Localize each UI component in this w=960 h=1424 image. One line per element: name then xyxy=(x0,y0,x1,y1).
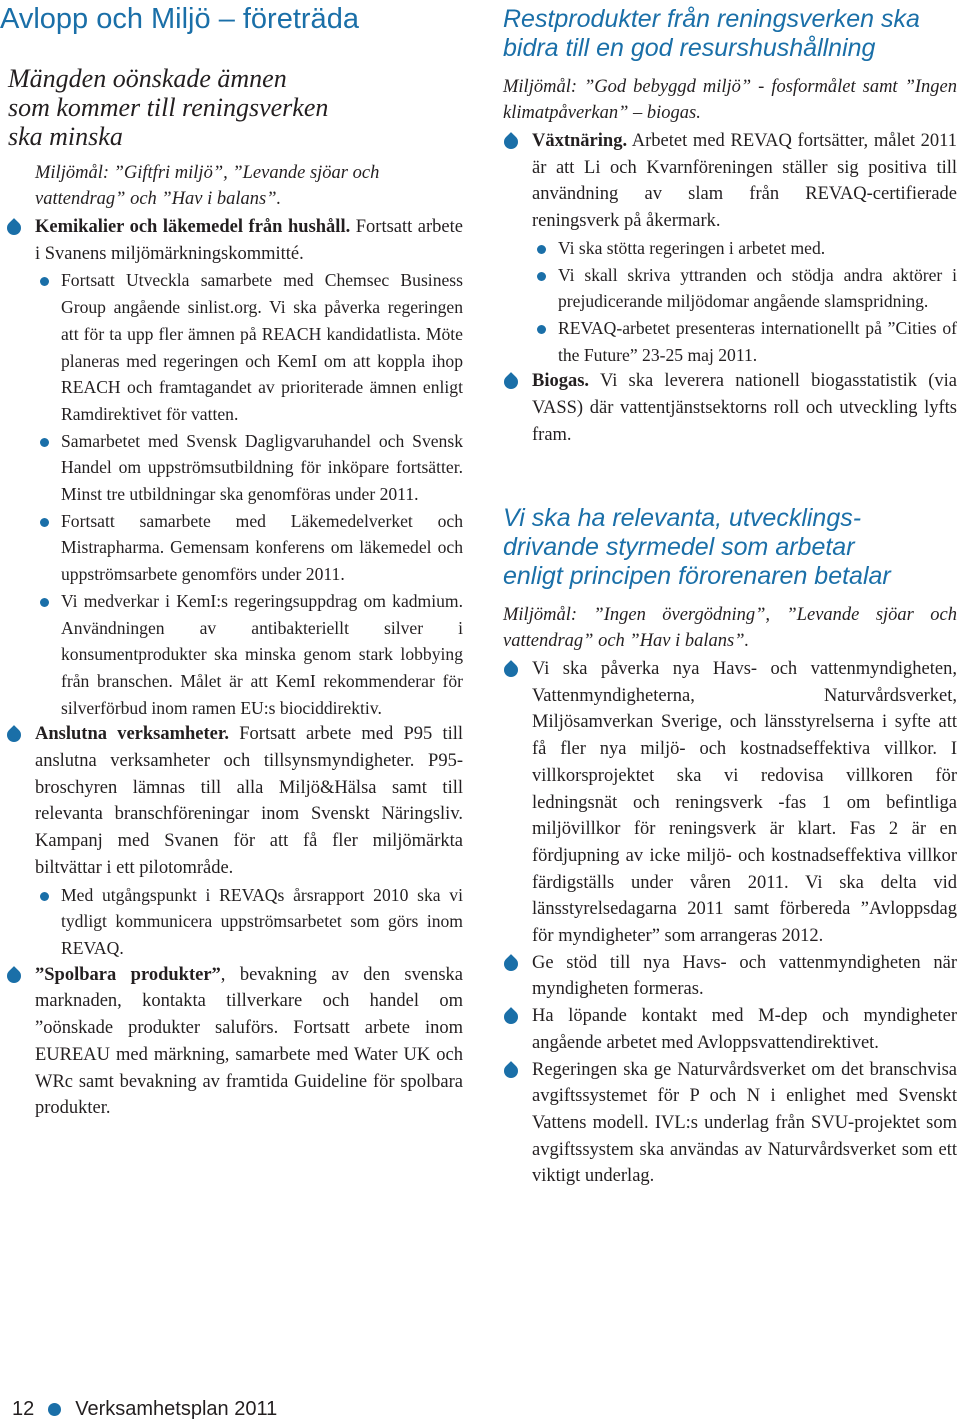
item-lead: Växtnäring. xyxy=(532,131,628,151)
dot-bullet-icon xyxy=(537,272,546,281)
water-drop-bullet-icon xyxy=(4,725,24,745)
list-item xyxy=(503,1057,957,1191)
dot-bullet-icon xyxy=(537,245,546,254)
sub-item-text: Vi ska stötta regeringen i arbetet med. xyxy=(558,237,826,258)
sub-list-item xyxy=(35,267,463,427)
item-text: Arbetet med REVAQ fortsätter, målet 2011 är att Li och Kvarnföreningen ställer sig positiva till användning av slam från REVAQ-certifierade reningsverk på åkermark. xyxy=(532,131,957,232)
page-number: 12 xyxy=(12,1397,35,1420)
dot-bullet-icon xyxy=(40,892,49,901)
item-lead: ”Spolbara produkter” xyxy=(35,964,221,985)
sub-list-item xyxy=(35,882,463,962)
section-heading-unwanted-substances xyxy=(8,64,468,151)
water-drop-bullet-icon xyxy=(501,1007,521,1027)
sub-list-item xyxy=(532,235,957,262)
heading-line: Restprodukter från reningsverken ska xyxy=(503,5,920,33)
page-footer xyxy=(12,1394,277,1424)
water-drop-bullet-icon xyxy=(501,954,521,974)
sub-item-text: REVAQ-arbetet presenteras internationellt på ”Cities of the Future” 23-25 maj 2011. xyxy=(558,317,957,365)
item-text: Fortsatt arbete i Svanens miljömärkningskommitté. xyxy=(35,217,463,264)
sub-item-text: Samarbetet med Svensk Dagligvaruhandel och Svensk Handel om uppströmsutbildning för inköpare fortsätter. Minst tre utbildningar ska genomföras under 2011. xyxy=(61,430,463,505)
heading-line: Mängden oönskade ämnen xyxy=(8,64,287,93)
heading-line: bidra till en god resurshushållning xyxy=(503,34,876,62)
item-text: Ha löpande kontakt med M-dep och myndigheter angående arbetet med Avloppsvattendirektivet. xyxy=(532,1006,957,1053)
dot-bullet-icon xyxy=(537,325,546,334)
item-text: Vi ska påverka nya Havs- och vattenmyndigheten, Vattenmyndigheterna, Naturvårdsverket, Miljösamverkan Sverige, och länsstyrelserna i syfte att få fler nya miljö- och kostnadseffektiva villkor. I villkorsprojektet ska vi redovisa villkoren för ledningsnät och reningsverk -fas 1 om befintliga miljövillkor för reningsverk är klart. Fas 2 är en fördjupning av icke miljö- och kostnadseffektiva villkor färdigställs under våren 2011. Vi ska delta vid länsstyrelsedagarna 2011 samt förbereda ”Avloppsdag för myndigheter” som arrangeras 2012. xyxy=(532,659,957,947)
list-item xyxy=(503,1003,957,1056)
sub-list-item xyxy=(35,588,463,722)
water-drop-bullet-icon xyxy=(501,372,521,392)
sub-item-text: Fortsatt Utveckla samarbete med Chemsec Business Group angående sinlist.org. Vi ska påverka regeringen att för ta upp fler ämnen på REACH kandidatlista. Möte planeras med regeringen och KemI om att koppla ihop REACH och framtagandet av prioriterade ämnen enligt Ramdirektivet för vatten. xyxy=(61,270,463,424)
water-drop-bullet-icon xyxy=(501,1061,521,1081)
list-item xyxy=(6,721,463,961)
list-item xyxy=(503,368,957,448)
list-item xyxy=(6,962,463,1122)
water-drop-bullet-icon xyxy=(501,660,521,680)
sub-list-item xyxy=(35,508,463,588)
page-title: Avlopp och Miljö – företräda xyxy=(0,3,359,35)
sub-list-item xyxy=(35,428,463,508)
water-drop-bullet-icon xyxy=(4,218,24,238)
section-heading-residual-products xyxy=(503,5,960,63)
item-text: Fortsatt arbete med P95 till anslutna verksamheter och tillsynsmyndigheter. P95-broschyren lämnas till alla Miljö&Hälsa samt till relevanta branschföreningar inom Svenskt Näringsliv. Kampanj med Svanen för att få fler miljömärkta biltvättar i ett pilotområde. xyxy=(35,724,463,878)
sub-item-text: Med utgångspunkt i REVAQs årsrapport 2010 ska vi tydligt kommunicera uppströmsarbetet som görs inom REVAQ. xyxy=(61,884,463,958)
dot-separator-icon xyxy=(48,1403,61,1416)
environmental-goal: Miljömål: ”Ingen övergödning”, ”Levande sjöar och vattendrag” och ”Hav i balans”. xyxy=(503,605,957,651)
heading-line: Vi ska ha relevanta, utvecklings- xyxy=(503,504,862,532)
section-heading-policy-instruments xyxy=(503,504,960,591)
item-lead: Kemikalier och läkemedel från hushåll. xyxy=(35,217,351,237)
heading-line: ska minska xyxy=(8,122,123,151)
item-text: , bevakning av den svenska marknaden, kontakta tillverkare och handel om ”oönskade produkter saluförs. Fortsatt arbete inom EUREAU med märkning, samarbete med Water UK och WRc samt bevakning av framtida Guideline för spolbara produkter. xyxy=(35,964,463,1119)
sub-item-text: Fortsatt samarbete med Läkemedelverket och Mistrapharma. Gemensam konferens om läkemedel och uppströmsarbete genomförs under 2011. xyxy=(61,510,463,585)
environmental-goal: Miljömål: ”God bebyggd miljö” - fosformålet samt ”Ingen klimatpåverkan” – biogas. xyxy=(503,77,957,123)
list-item xyxy=(503,950,957,1003)
sub-item-text: Vi medverkar i KemI:s regeringsuppdrag om kadmium. Användningen av antibakteriellt silver i konsumentprodukter ska minska genom stark lobbying från branschen. Målet är att KemI rekommenderar för silverförbud inom ramen EU:s biociddirektiv. xyxy=(61,590,463,718)
water-drop-bullet-icon xyxy=(4,966,24,986)
water-drop-bullet-icon xyxy=(501,132,521,152)
dot-bullet-icon xyxy=(40,518,49,527)
item-text: Ge stöd till nya Havs- och vattenmyndigheten när myndigheten formeras. xyxy=(532,952,957,1000)
heading-line: enligt principen förorenaren betalar xyxy=(503,562,891,590)
sub-list-item xyxy=(532,315,957,368)
dot-bullet-icon xyxy=(40,598,49,607)
heading-line: som kommer till reningsverken xyxy=(8,93,329,122)
item-text: Vi ska leverera nationell biogasstatistik (via VASS) där vattentjänstsektorns roll och utveckling lyfts fram. xyxy=(532,371,957,445)
publication-label: Verksamhetsplan 2011 xyxy=(75,1397,278,1420)
dot-bullet-icon xyxy=(40,277,49,286)
sub-item-text: Vi skall skriva yttranden och stödja andra aktörer i prejudicerande miljödomar angående slamspridning. xyxy=(558,264,957,312)
item-lead: Anslutna verksamheter. xyxy=(35,724,230,745)
list-item xyxy=(503,656,957,950)
environmental-goal: Miljömål: ”Giftfri miljö”, ”Levande sjöar och vattendrag” och ”Hav i balans”. xyxy=(35,163,380,209)
sub-list-item xyxy=(532,262,957,315)
item-text: Regeringen ska ge Naturvårdsverket om det branschvisa avgiftssystemet för P och N i enlighet med Svenskt Vattens modell. IVL:s underlag från SVU-projektet som avgiftssystem ska användas av Naturvårdsverket som ett viktigt underlag. xyxy=(532,1059,957,1187)
dot-bullet-icon xyxy=(40,438,49,447)
heading-line: drivande styrmedel som arbetar xyxy=(503,533,855,561)
item-lead: Biogas. xyxy=(532,371,590,392)
list-item xyxy=(503,128,957,368)
list-item xyxy=(6,214,463,721)
